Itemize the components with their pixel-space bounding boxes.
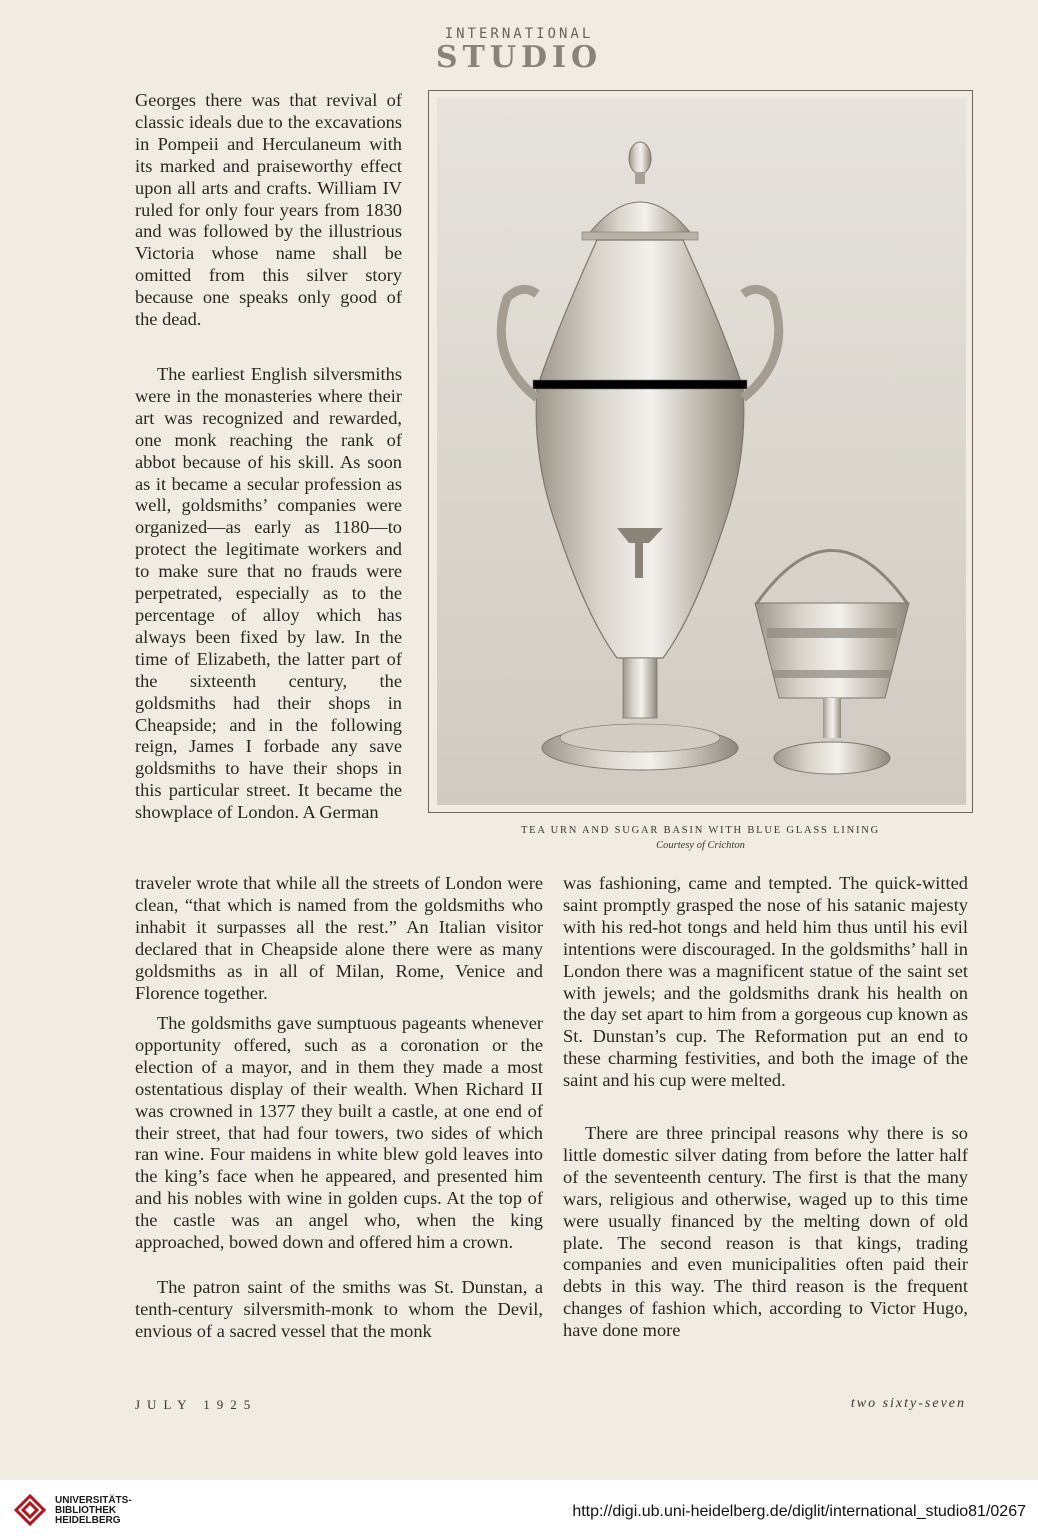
masthead — [0, 26, 1038, 74]
figure-caption — [428, 825, 973, 851]
caption-credit: Courtesy of Crichton — [656, 840, 745, 851]
paragraph-4: The goldsmiths gave sumptuous pageants whenever opportunity offered, such as a coronation or the election of a mayor, and in them they made a most ostentatious display of their wealth. When Richard II was crowned in 1377 they built a castle, at one end of their street, that had four towers, two sides of which ran wine. Four maidens in white blew gold leaves into the king’s face when he appeared, and presented him and his nobles with wine in golden cups. At the top of the castle was an angel who, when the king approached, bowed down and offered him a crown. — [135, 1013, 543, 1253]
library-name-line3: HEIDELBERG — [55, 1515, 121, 1526]
photo-illustration — [437, 98, 966, 805]
caption-title: TEA URN AND SUGAR BASIN WITH BLUE GLASS LINING — [520, 825, 881, 836]
paragraph-7: There are three principal reasons why there is so little domestic silver dating from before the latter half of the seventeenth century. The first is that the many wars, religious and otherwise, waged up to this time were usually financed by the melting down of old plate. The second reason is that kings, trading companies and even municipalities often paid their debts in this way. The third reason is the frequent changes of fashion which, according to Victor Hugo, have done more — [563, 1123, 968, 1341]
footer-date: JULY 1925 — [135, 1397, 258, 1412]
paragraph-1: Georges there was that revival of classic ideals due to the excavations in Pompeii and Herculaneum with its marked and praiseworthy effect upon all arts and crafts. William IV ruled for only four years from 1830 and was followed by the illustrious Victoria whose name shall be omitted from this silver story because one speaks only good of the dead. — [135, 90, 402, 330]
paragraph-2: The earliest English silversmiths were in the monasteries where their art was recognized and rewarded, one monk reaching the rank of abbot because of his skill. As soon as it became a secular profession as well, goldsmiths’ companies were organized—as early as 1180—to protect the legitimate workers and to make sure that no frauds were perpetrated, especially as to the percentage of alloy which has always been fixed by law. In the time of Elizabeth, the latter part of the sixteenth century, the goldsmiths had their shops in Cheapside; and in the following reign, James I forbade any save goldsmiths to have their shops in this particular street. It became the showplace of London. A German — [135, 364, 402, 823]
paragraph-3: traveler wrote that while all the streets of London were clean, “that which is named from the goldsmiths who inhabit it surpasses all the rest.” An Italian visitor declared that in Cheapside alone there were as many goldsmiths as in all of Milan, Rome, Venice and Florence together. — [135, 873, 543, 1003]
page-number: two sixty-seven — [850, 1396, 966, 1411]
library-logo-icon — [14, 1494, 46, 1526]
library-name-line1: UNIVERSITÄTS- — [55, 1495, 132, 1506]
paragraph-6: was fashioning, came and tempted. The quick-witted saint promptly grasped the nose of his satanic majesty with his red-hot tongs and held him thus until his evil intentions were discouraged. In the goldsmiths’ hall in London there was a magnificent statue of the saint set with jewels; and the goldsmiths drank his health on the day set apart to him from a gorgeous cup known as St. Dunstan’s cup. The Reformation put an end to these charming festivities, and both the image of the saint and his cup were melted. — [563, 873, 968, 1091]
library-name — [55, 1496, 132, 1526]
photo-tea-urn-and-sugar-basin — [437, 98, 966, 805]
source-url-link[interactable]: http://digi.ub.uni-heidelberg.de/diglit/international_studio81/0267 — [572, 1503, 1026, 1520]
masthead-title: STUDIO — [435, 40, 603, 75]
library-name-line2: BIBLIOTHEK — [55, 1505, 117, 1516]
masthead-line1: INTERNATIONAL — [444, 26, 594, 42]
paragraph-5: The patron saint of the smiths was St. Dunstan, a tenth-century silversmith-monk to whom the Devil, envious of a sacred vessel that the monk — [135, 1277, 543, 1341]
